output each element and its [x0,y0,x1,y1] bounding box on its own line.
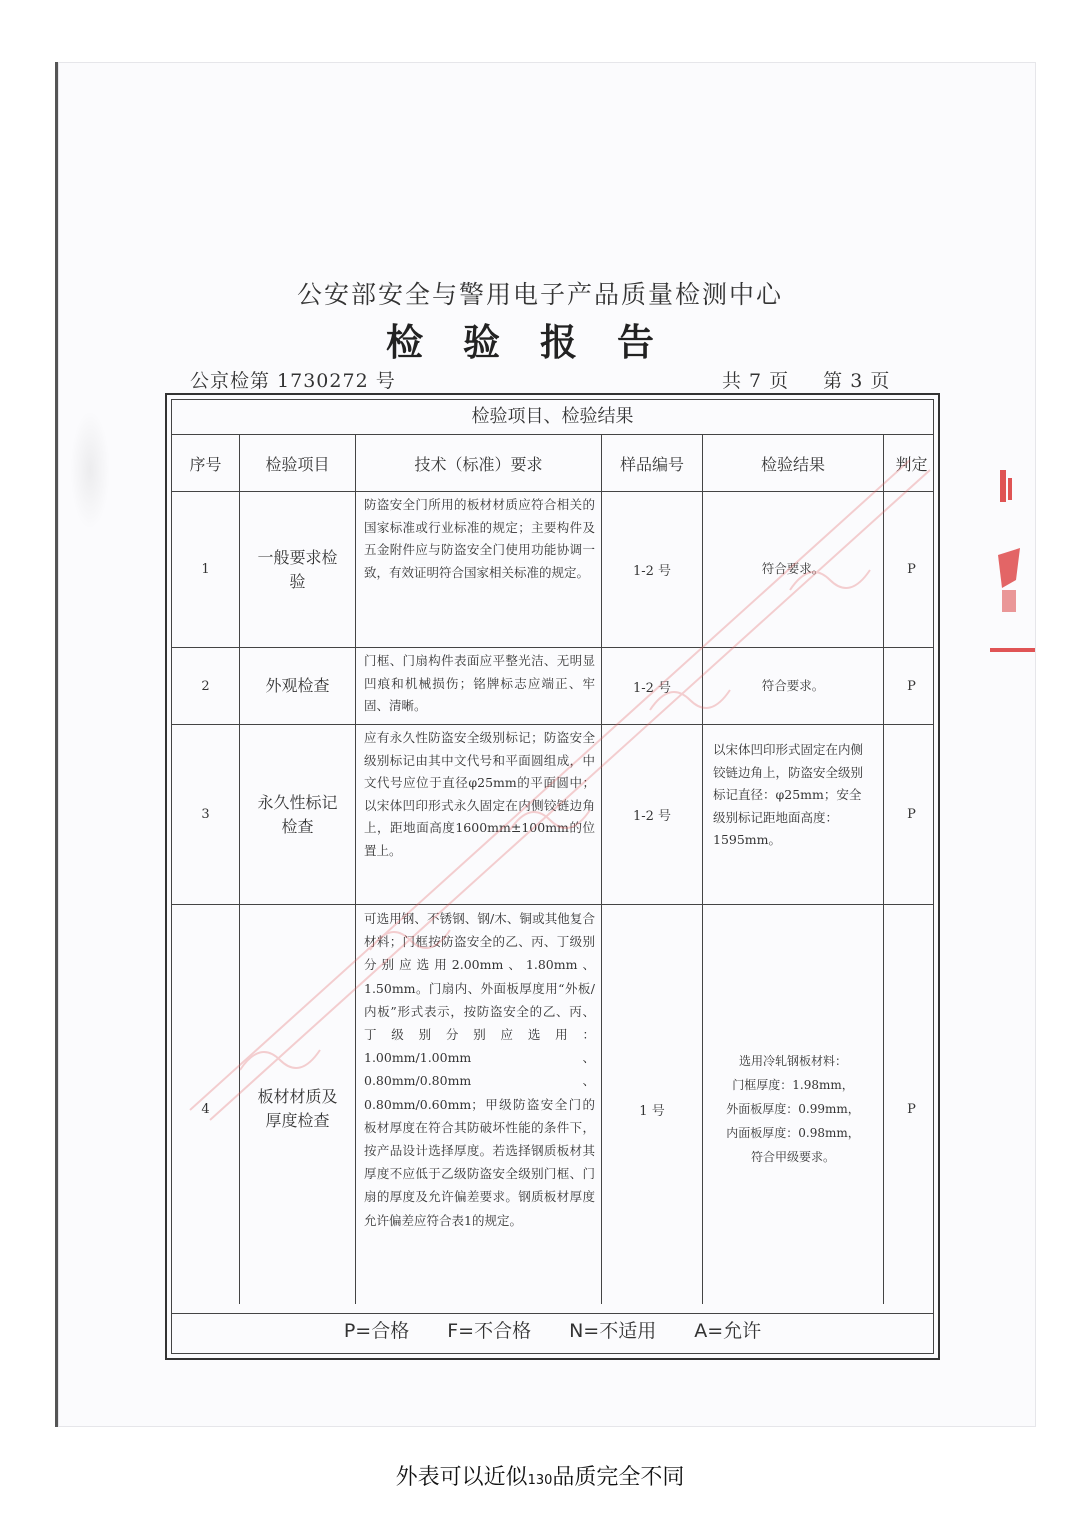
report-number: 公京检第 1730272 号 [190,370,396,392]
caption-text-before: 外表可以近似 [395,1465,528,1490]
section-title: 检验项目、检验结果 [172,400,933,435]
row-4-result-line: 符合甲级要求。 [750,1150,835,1164]
row-2-result: 符合要求。 [761,677,825,693]
report-title: 检验报告 [386,320,694,364]
legend-pass: P=合格 [343,1320,410,1342]
column-header-result: 检验结果 [760,454,825,474]
row-3-verdict: P [907,807,916,822]
row-4-no: 4 [201,1101,210,1117]
page-info [722,366,890,393]
scan-smudge [70,410,110,530]
row-3-result: 以宋体凹印形式固定在内侧铰链边角上，防盗安全级别标记直径：φ25mm；安全级别标记距地面高度：1595mm。 [713,742,864,847]
legend-allowed: A=允许 [694,1320,762,1342]
row-4-result-line: 选用冷轧钢板材料： [738,1054,847,1068]
row-2-no: 2 [201,678,210,694]
current-page: 第 3 页 [823,370,891,392]
row-1-sample: 1-2 号 [632,564,672,579]
row-1-result: 符合要求。 [761,561,825,577]
column-header-no: 序号 [189,454,222,474]
column-header-item: 检验项目 [265,454,330,474]
row-1-verdict: P [907,562,916,577]
verdict-legend [172,1306,933,1353]
row-2-requirement: 门框、门扇构件表面应平整光洁、无明显凹痕和机械损伤；铭牌标志应端正、牢固、清晰。 [364,653,595,713]
row-3-sample: 1-2 号 [632,809,672,824]
column-header-requirement: 技术（标准）要求 [414,454,543,474]
row-2-sample: 1-2 号 [632,680,672,696]
row-3-requirement: 应有永久性防盗安全级别标记；防盗安全级别标记由其中文代号和平面圆组成，中文代号应位于直径φ25mm的平面圆中；以宋体凹印形式永久固定在内侧铰链边角上，距地面高度1600mm±100mm的位置上。 [364,730,595,858]
row-3-item: 永久性标记检查 [257,792,338,836]
row-1-item: 一般要求检验 [257,547,338,591]
total-pages: 共 7 页 [722,370,790,392]
row-1-requirement: 防盗安全门所用的板材材质应符合相关的国家标准或行业标准的规定；主要构件及五金附件应与防盗安全门使用功能协调一致，有效证明符合国家相关标准的规定。 [364,497,595,580]
row-4-result-line: 内面板厚度：0.98mm， [726,1126,860,1140]
bottom-caption [0,1460,1080,1491]
row-4-sample: 1 号 [639,1103,665,1119]
inspection-table-inner [171,399,934,1354]
row-4-requirement: 可选用钢、不锈钢、钢/木、铜或其他复合材料；门框按防盗安全的乙、丙、丁级别分别应选用2.00mm、1.80mm、1.50mm。门扇内、外面板厚度用“外板/内板”形式表示，按防盗安全的乙、丙、丁级别分别应选用：1.00mm/1.00mm、0.80mm/0.80mm、0.80mm/0.60mm；甲级防盗安全门的板材厚度在符合其防破坏性能的条件下，按产品设计选择厚度。若选择钢质板材其厚度不应低于乙级防盗安全级别门框、门扇的厚度及允许偏差要求。钢质板材厚度允许偏差应符合表1的规定。 [364,911,595,1228]
row-4-result [703,905,883,1313]
row-4-item: 板材材质及厚度检查 [257,1087,338,1130]
row-4-verdict: P [907,1101,916,1117]
legend-fail: F=不合格 [447,1320,532,1342]
caption-text-after: 品质完全不同 [552,1465,685,1490]
column-header-verdict: 判定 [895,454,928,474]
inspection-table [165,393,940,1360]
caption-page-number: 130 [527,1473,553,1488]
seal-stamp-edge [990,470,1035,660]
row-4-result-line: 门框厚度：1.98mm， [732,1078,854,1092]
row-3-no: 3 [201,807,210,822]
row-2-item: 外观检查 [265,676,330,695]
row-4-result-line: 外面板厚度：0.99mm， [726,1102,860,1116]
column-header-sample: 样品编号 [619,454,684,474]
legend-not-applicable: N=不适用 [569,1320,657,1342]
row-1-no: 1 [201,562,210,577]
row-2-verdict: P [907,678,916,694]
organization-title: 公安部安全与警用电子产品质量检测中心 [296,280,783,309]
